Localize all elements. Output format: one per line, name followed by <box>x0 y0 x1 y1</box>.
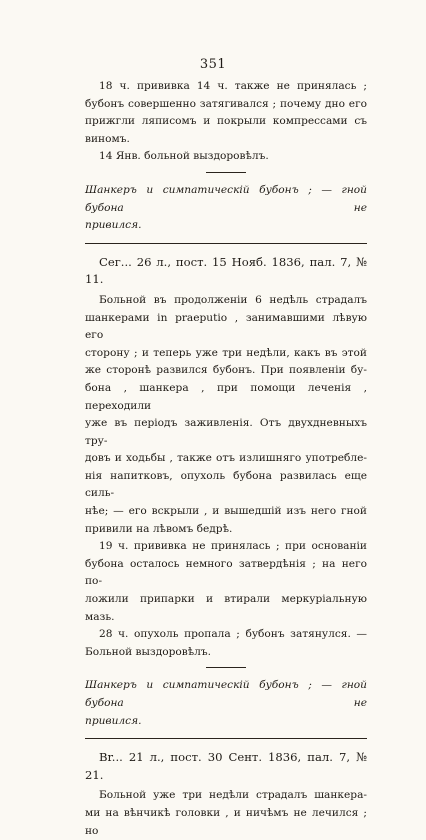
text-line: бубона осталось немного затвердѣнія ; на него по- <box>85 557 367 588</box>
text-line: прижгли ляписомъ и покрыли компрессами съ виномъ. <box>85 115 367 145</box>
text-line: нія напитковъ, опухоль бубона развилась еще силь- <box>85 469 367 500</box>
text-line: довъ и ходьбы , также отъ излишняго употребле- <box>85 452 367 465</box>
section-heading: привился. <box>85 219 142 232</box>
page-text <box>85 78 367 840</box>
section-heading: Шанкеръ и симпатическій бубонъ ; — гной бубона не <box>85 679 367 709</box>
text-line: уже въ періодъ заживленія. Отъ двухдневныхъ тру- <box>85 417 367 447</box>
text-line: Больной выздоровѣлъ. <box>85 645 211 658</box>
text-line: привили на лѣвомъ бедрѣ. <box>85 522 233 535</box>
text-line: 18 ч. прививка 14 ч. также не принялась ; <box>99 80 367 92</box>
separator-rule <box>85 738 367 739</box>
text-line: 19 ч. прививка не принялась ; при основаніи <box>99 540 367 553</box>
text-line: 14 Янв. больной выздоровѣлъ. <box>99 150 269 163</box>
page-number: 351 <box>199 57 227 72</box>
text-line: нѣе; — его вскрыли , и вышедшій изъ него гной <box>85 505 367 518</box>
text-line: шанкерами in praeputio , занимавшими лѣвую его <box>85 311 367 342</box>
text-line: Больной въ продолженіи 6 недѣль страдалъ <box>99 293 367 306</box>
separator-rule <box>206 172 246 173</box>
case-header: Сег... 26 л., пост. 15 Нояб. 1836, пал. 7, № 11. <box>85 254 367 287</box>
text-line: 28 ч. опухоль пропала ; бубонъ затянулся. — <box>99 628 367 641</box>
section-heading: привился. <box>85 714 142 727</box>
text-line: ми на вѣнчикѣ головки , и ничѣмъ не лечился ; но <box>85 806 367 837</box>
text-line: бубонъ совершенно затягивался ; почему дно его <box>85 97 367 110</box>
separator-rule <box>206 667 246 668</box>
case-header: Вr... 21 л., пост. 30 Сент. 1836, пал. 7, № 21. <box>85 750 367 782</box>
separator-rule <box>85 243 367 244</box>
text-line: ложили припарки и втирали меркуріальную мазь. <box>85 593 367 623</box>
text-line: Больной уже три недѣли страдалъ шанкера- <box>99 789 367 802</box>
section-heading: Шанкеръ и симпатическій бубонъ ; — гной бубона не <box>85 183 367 214</box>
text-line: бона , шанкера , при помощи леченія , переходили <box>85 381 367 412</box>
text-line: сторону ; и теперь уже три недѣли, какъ въ этой <box>85 346 367 359</box>
text-line: же сторонѣ развился бубонъ. При появленіи бу- <box>85 364 367 377</box>
